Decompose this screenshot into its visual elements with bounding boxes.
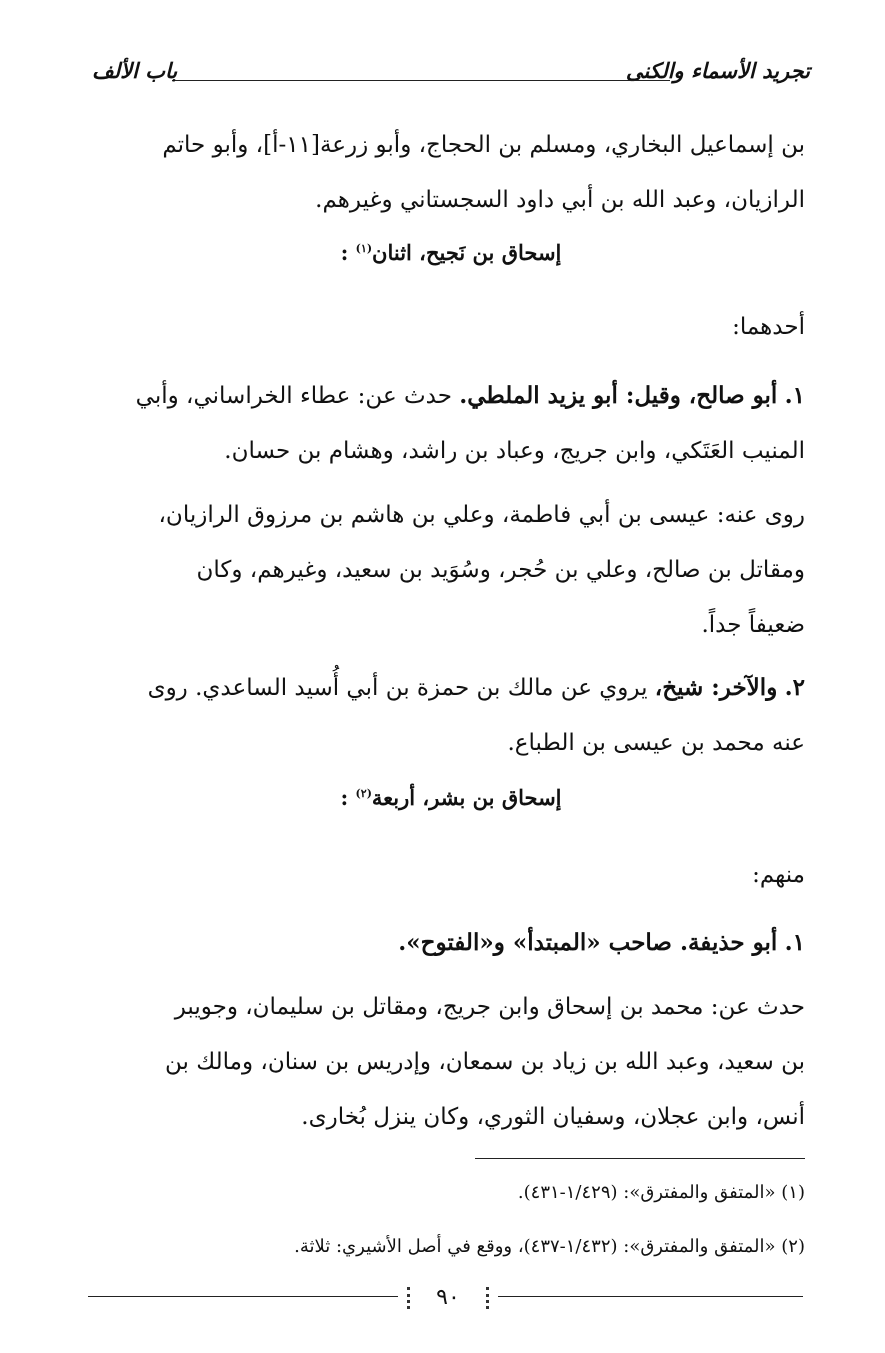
entry-name: أبو حذيفة. صاحب «المبتدأ» و«الفتوح».	[398, 929, 778, 956]
entry-name: أبو صالح، وقيل: أبو يزيد الملطي.	[459, 382, 778, 409]
text-line: منهم:	[752, 862, 805, 888]
footer-rule-right	[498, 1296, 803, 1297]
entry-number: ١.	[784, 929, 805, 956]
page-number-text: ٩٠	[436, 1285, 460, 1310]
section1-entry1	[80, 368, 805, 479]
section-heading-ishaq-bin-najih	[92, 240, 810, 265]
text-line	[80, 915, 805, 971]
text-line	[80, 368, 805, 424]
text-line: ومقاتل بن صالح، وعلي بن حُجر، وسُوَيد بن سعيد، وغيرهم، وكان	[196, 557, 805, 583]
footnote-number: (٢)	[781, 1236, 805, 1257]
footnote-text: «المتفق والمفترق»: (١/٤٢٩-٤٣١).	[517, 1182, 776, 1203]
section-heading-ishaq-bin-bishr	[92, 785, 810, 810]
footnote	[80, 1232, 805, 1262]
footnote-ref: (٢)	[355, 787, 372, 800]
page-number	[403, 1283, 493, 1313]
section2-entry1-body	[80, 980, 805, 1145]
text-line: أحدهما:	[732, 314, 805, 340]
text-line: بن سعيد، وعبد الله بن زياد بن سمعان، وإدريس بن سنان، ومالك بن	[165, 1049, 805, 1075]
heading-text: إسحاق بن نَجيح، اثنان	[372, 240, 562, 265]
text-line: بن إسماعيل البخاري، ومسلم بن الحجاج، وأبو زرعة[١١-أ]، وأبو حاتم	[162, 132, 805, 158]
text-line: روى عنه: عيسى بن أبي فاطمة، وعلي بن هاشم بن مرزوق الرازيان،	[158, 502, 805, 528]
entry-number: ٢.	[784, 674, 805, 701]
entry-text: يروي عن مالك بن حمزة بن أبي أُسيد الساعدي. روى	[147, 675, 648, 701]
footer-rule-left	[88, 1296, 398, 1297]
section1-entry1-narrators	[80, 488, 805, 653]
section1-entry2	[80, 660, 805, 771]
heading-text: إسحاق بن بشر، أربعة	[371, 785, 562, 810]
chapter-title: باب الألف	[92, 58, 178, 83]
book-title: تجريد الأسماء والكنى	[625, 58, 810, 83]
entry-text: حدث عن: عطاء الخراساني، وأبي	[135, 383, 452, 409]
text-line: الرازيان، وعبد الله بن أبي داود السجستاني وغيرهم.	[315, 187, 805, 213]
entry-name: والآخر: شيخ،	[654, 674, 778, 701]
text-line	[80, 660, 805, 716]
text-line: أنس، وابن عجلان، وسفيان الثوري، وكان ينزل بُخارى.	[301, 1104, 805, 1130]
section1-intro	[80, 300, 805, 355]
section2-intro	[80, 848, 805, 903]
intro-paragraph	[80, 118, 805, 228]
text-line: ضعيفاً جداً.	[701, 612, 805, 638]
text-line: المنيب العَتَكي، وابن جريج، وعباد بن راشد، وهشام بن حسان.	[224, 438, 805, 464]
header-rule	[172, 80, 670, 81]
heading-colon: :	[340, 785, 349, 810]
entry-number: ١.	[784, 382, 805, 409]
text-line: حدث عن: محمد بن إسحاق وابن جريج، ومقاتل بن سليمان، وجويبر	[174, 994, 805, 1020]
footnote-ref: (١)	[355, 242, 373, 255]
footnote-separator	[475, 1158, 805, 1159]
text-line: عنه محمد بن عيسى بن الطباع.	[507, 730, 805, 756]
heading-colon: :	[340, 240, 349, 265]
footnote-number: (١)	[781, 1182, 805, 1203]
footnote	[80, 1178, 805, 1208]
section2-entry1-title	[80, 915, 805, 971]
footnote-text: «المتفق والمفترق»: (١/٤٣٢-٤٣٧)، ووقع في أصل الأشيري: ثلاثة.	[294, 1236, 776, 1257]
running-header	[92, 58, 810, 92]
